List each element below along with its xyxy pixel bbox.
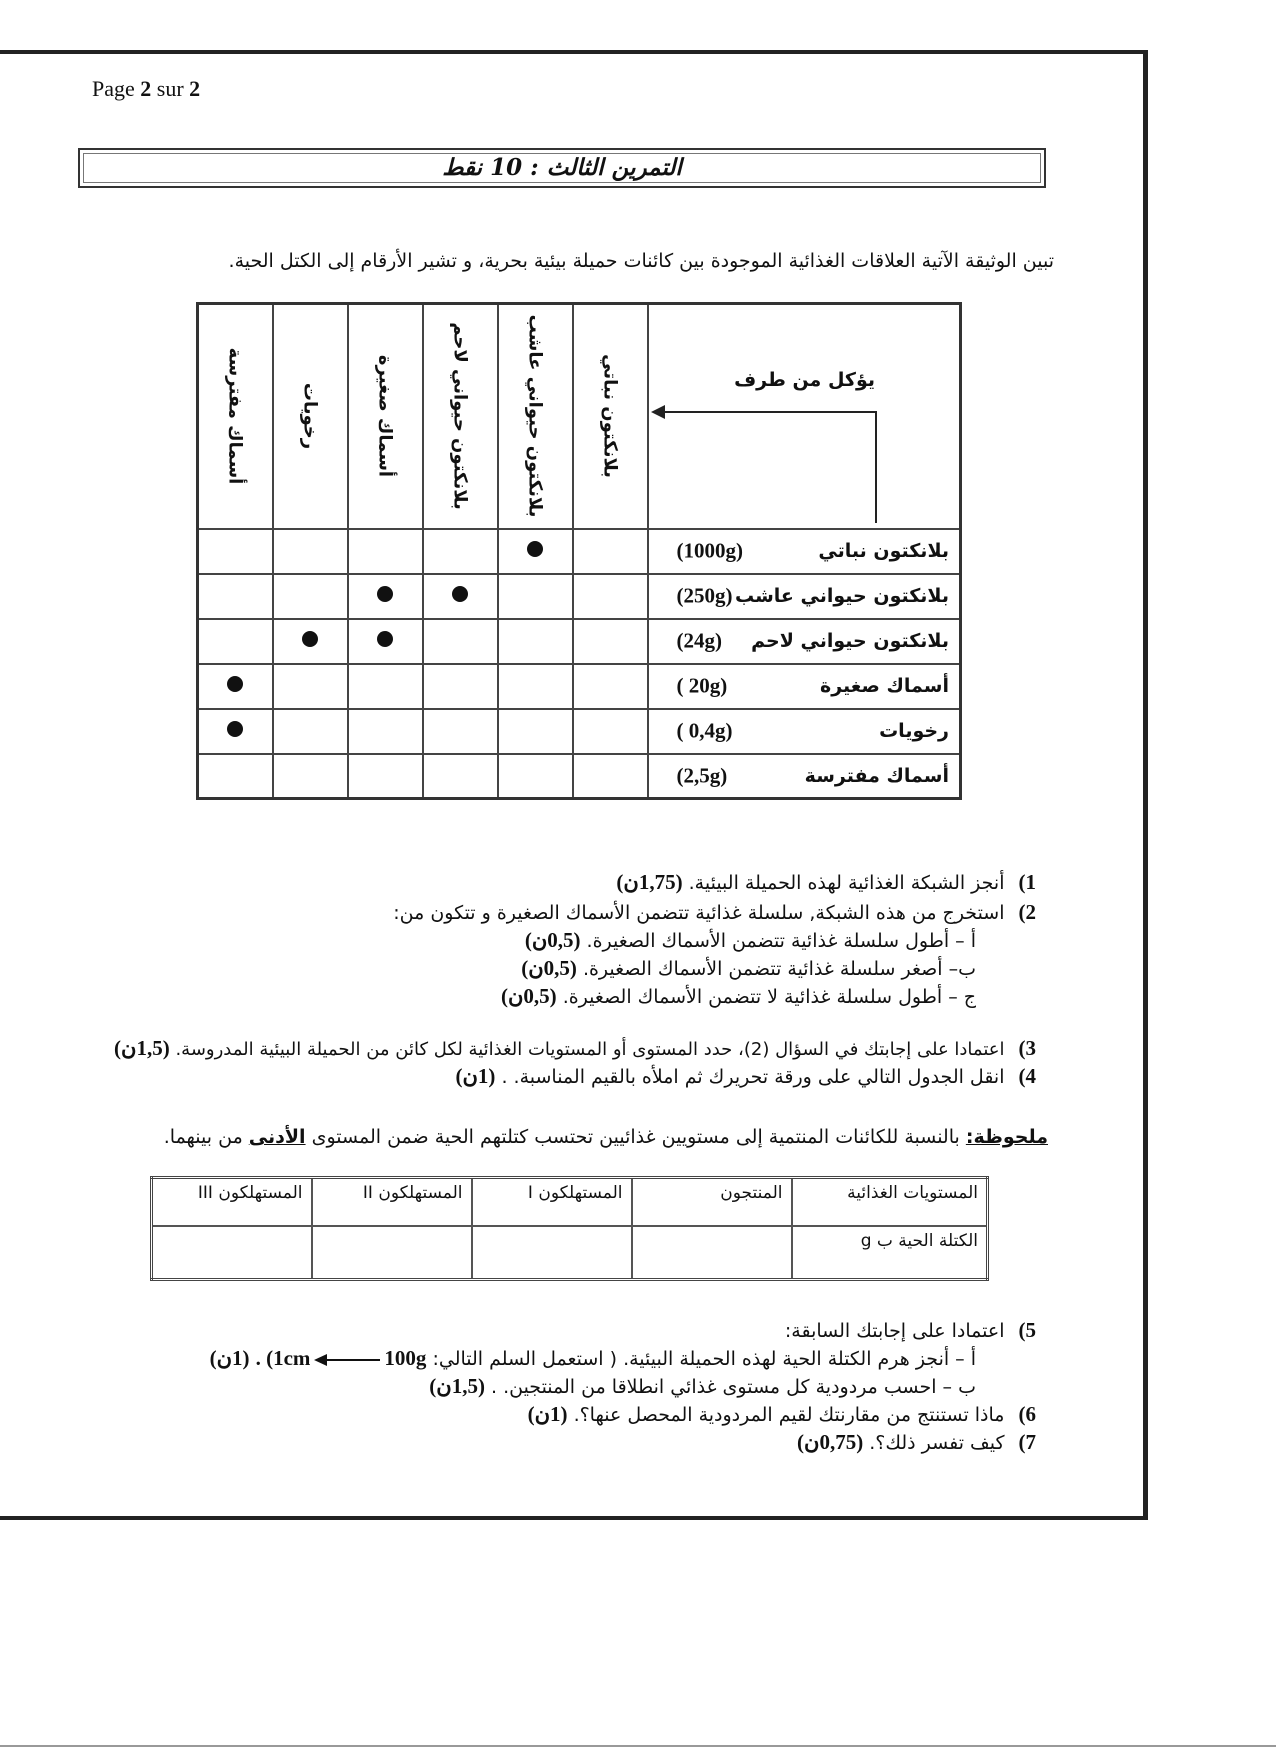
question-1: 1)أنجز الشبكة الغذائية لهذه الحميلة البيئية. (1,75ن): [616, 870, 1036, 894]
question-4: 4)انقل الجدول التالي على ورقة تحريرك ثم املأه بالقيم المناسبة. . (1ن): [455, 1064, 1036, 1088]
web-cell: [498, 619, 573, 664]
organism-name: بلانكتون نباتي: [818, 540, 949, 562]
organism-mass: ( 0,4g): [676, 718, 733, 743]
bottom-rule: [0, 1745, 1276, 1747]
organism-mass: (2,5g): [676, 763, 728, 788]
web-cell: [498, 574, 573, 619]
levels-header-cell: المنتجون: [632, 1178, 792, 1226]
web-cell: [198, 664, 273, 709]
web-cell: [198, 709, 273, 754]
web-cell: [273, 664, 348, 709]
question-5b: ب – احسب مردودية كل مستوى غذائي انطلاقا من المنتجين. . (1,5ن): [429, 1374, 976, 1398]
web-row-label: [648, 709, 961, 754]
web-cell: [273, 529, 348, 574]
levels-header-cell: المستويات الغذائية: [792, 1178, 988, 1226]
web-cell: [573, 529, 648, 574]
trophic-levels-table: [150, 1176, 989, 1281]
col-header: أسماك مفترسة: [198, 304, 273, 529]
levels-row-label: الكتلة الحية ب g: [792, 1226, 988, 1280]
web-cell: [348, 754, 423, 799]
levels-empty-cell: [472, 1226, 632, 1280]
web-row: [198, 664, 961, 709]
relation-dot-icon: [527, 541, 543, 557]
page-number: Page 2 sur 2: [92, 76, 201, 101]
web-cell: [498, 664, 573, 709]
col-header: أسماك صغيرة: [348, 304, 423, 529]
eaten-by-corner: [648, 304, 961, 529]
web-header-row: [198, 304, 961, 529]
web-cell: [498, 529, 573, 574]
levels-header-cell: المستهلكون II: [312, 1178, 472, 1226]
levels-empty-cell: [632, 1226, 792, 1280]
web-cell: [573, 664, 648, 709]
organism-name: أسماك صغيرة: [820, 675, 949, 697]
relation-dot-icon: [227, 676, 243, 692]
question-7: 7)كيف تفسر ذلك؟. (0,75ن): [797, 1430, 1036, 1454]
web-cell: [198, 619, 273, 664]
web-cell: [273, 709, 348, 754]
web-cell: [423, 529, 498, 574]
relation-dot-icon: [302, 631, 318, 647]
col-header: بلانكتون نباتي: [573, 304, 648, 529]
organism-mass: ( 20g): [676, 673, 728, 698]
web-cell: [423, 664, 498, 709]
relation-dot-icon: [377, 586, 393, 602]
levels-header-cell: المستهلكون I: [472, 1178, 632, 1226]
web-cell: [573, 709, 648, 754]
web-row-label: [648, 529, 961, 574]
levels-mass-row: [152, 1226, 988, 1280]
organism-name: أسماك مفترسة: [804, 764, 949, 787]
levels-empty-cell: [152, 1226, 312, 1280]
organism-mass: (1000g): [676, 538, 743, 563]
web-row-label: [648, 664, 961, 709]
levels-empty-cell: [312, 1226, 472, 1280]
web-cell: [498, 709, 573, 754]
web-cell: [573, 754, 648, 799]
relation-dot-icon: [227, 721, 243, 737]
web-cell: [348, 709, 423, 754]
web-cell: [273, 754, 348, 799]
intro-text: تبين الوثيقة الآتية العلاقات الغذائية الموجودة بين كائنات حميلة بيئية بحرية، و تشير الأرقام إلى الكتل الحية.: [228, 250, 1054, 272]
relation-dot-icon: [377, 631, 393, 647]
organism-mass: (24g): [676, 628, 722, 653]
web-row: [198, 529, 961, 574]
question-5a: أ – أنجز هرم الكتلة الحية لهذه الحميلة البيئية. ( استعمل السلم التالي: 1cm 100g) . (1ن): [209, 1346, 976, 1370]
web-cell: [573, 574, 648, 619]
organism-name: رخويات: [879, 720, 949, 742]
web-row: [198, 619, 961, 664]
arrow-line-icon: [663, 411, 877, 413]
scale-arrow-icon: [314, 1354, 380, 1366]
web-cell: [423, 574, 498, 619]
organism-mass: (250g): [676, 583, 733, 608]
web-row: [198, 754, 961, 799]
question-2b: ب– أصغر سلسلة غذائية تتضمن الأسماك الصغيرة. (0,5ن): [521, 956, 976, 980]
web-cell: [273, 619, 348, 664]
web-cell: [348, 619, 423, 664]
food-web-table: [196, 302, 962, 800]
col-header: بلانكتون حيواني عاشب: [498, 304, 573, 529]
question-3: 3)اعتمادا على إجابتك في السؤال (2)، حدد المستوى أو المستويات الغذائية لكل كائن من الحميلة البيئية المدروسة. (1,5ن): [114, 1036, 1036, 1060]
web-row-label: [648, 754, 961, 799]
levels-header-cell: المستهلكون III: [152, 1178, 312, 1226]
note: ملحوظة: بالنسبة للكائنات المنتمية إلى مستويين غذائيين تحتسب كتلتهم الحية ضمن المستوى الأدنى من بينهما.: [163, 1126, 1048, 1148]
arrow-left-icon: [651, 405, 665, 419]
arrow-line-icon: [875, 411, 877, 523]
web-cell: [198, 529, 273, 574]
web-row-label: [648, 619, 961, 664]
relation-dot-icon: [452, 586, 468, 602]
exercise-title: التمرين الثالث : 10 نقط: [78, 148, 1046, 188]
web-cell: [498, 754, 573, 799]
question-2a: أ – أطول سلسلة غذائية تتضمن الأسماك الصغيرة. (0,5ن): [524, 928, 976, 952]
col-header: بلانكتون حيواني لاحم: [423, 304, 498, 529]
question-2: 2)استخرج من هذه الشبكة, سلسلة غذائية تتضمن الأسماك الصغيرة و تتكون من:: [393, 900, 1036, 924]
web-row: [198, 574, 961, 619]
question-6: 6)ماذا تستنتج من مقارنتك لقيم المردودية المحصل عنها؟. (1ن): [527, 1402, 1036, 1426]
web-cell: [423, 709, 498, 754]
web-cell: [348, 529, 423, 574]
eaten-by-label: يؤكل من طرف: [734, 369, 875, 391]
web-cell: [423, 754, 498, 799]
web-row-label: [648, 574, 961, 619]
web-cell: [573, 619, 648, 664]
web-cell: [423, 619, 498, 664]
web-cell: [348, 664, 423, 709]
web-cell: [198, 574, 273, 619]
question-2c: ج – أطول سلسلة غذائية لا تتضمن الأسماك الصغيرة. (0,5ن): [500, 984, 976, 1008]
question-5: 5)اعتمادا على إجابتك السابقة:: [784, 1318, 1036, 1342]
col-header: رخويات: [273, 304, 348, 529]
organism-name: بلانكتون حيواني لاحم: [751, 630, 949, 652]
levels-header-row: [152, 1178, 988, 1226]
web-row: [198, 709, 961, 754]
web-cell: [273, 574, 348, 619]
web-cell: [348, 574, 423, 619]
web-cell: [198, 754, 273, 799]
organism-name: بلانكتون حيواني عاشب: [734, 585, 949, 607]
